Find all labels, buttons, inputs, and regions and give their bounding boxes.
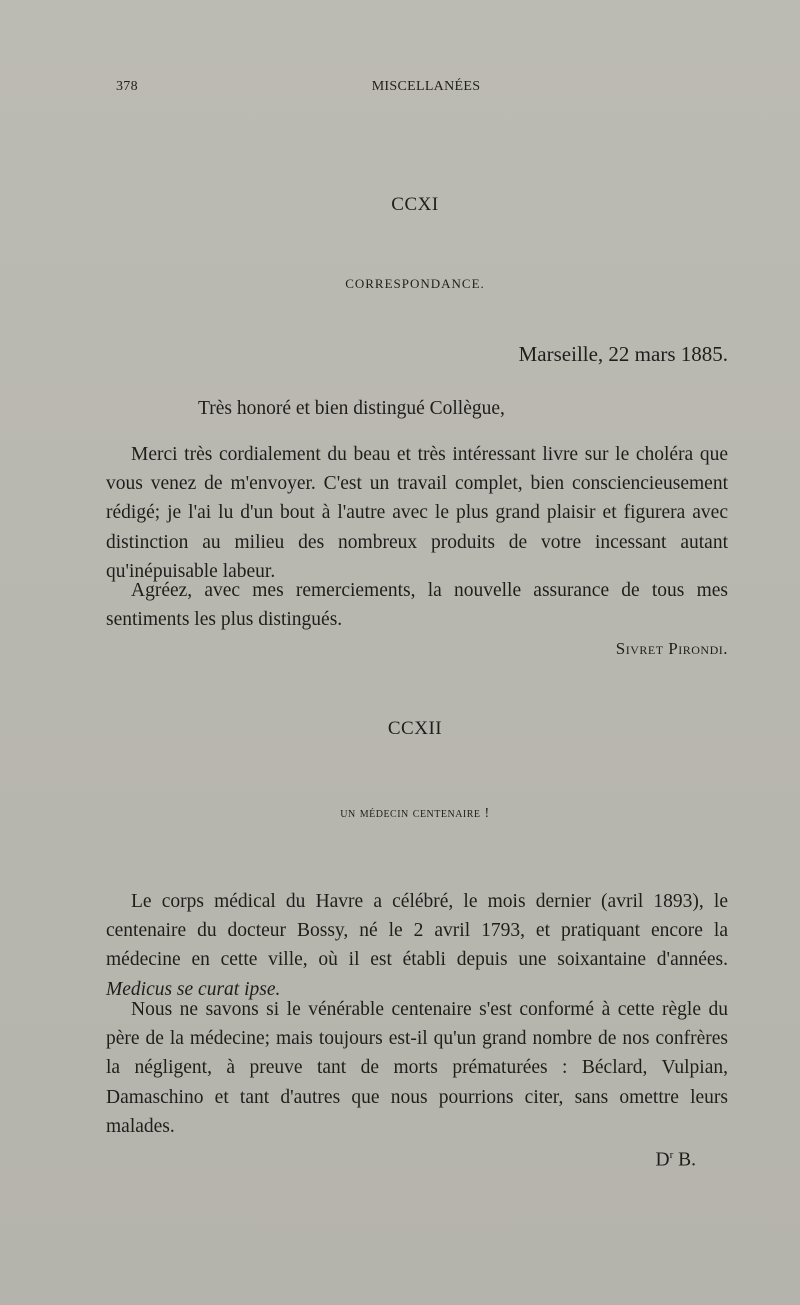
- letter-dateline: Marseille, 22 mars 1885.: [518, 342, 728, 366]
- latin-maxim: Medicus se curat ipse.: [106, 978, 281, 1000]
- signature-name: B.: [678, 1149, 696, 1171]
- section-number: CCXI: [391, 194, 439, 215]
- page-number: 378: [116, 79, 138, 94]
- section-title: un médecin centenaire !: [340, 806, 490, 821]
- article-paragraph: Nous ne savons si le vénérable centenaire s'est conformé à cette règle du père de la médecine; mais toujours est-il qu'un grand nombre de nos confrères la négligent, à preuve tant de morts prématurées : Béclard, Vulpian, Damaschino et tant d'autres que nous pourrions citer, sans omettre leurs malades.: [106, 999, 728, 1137]
- letter-signature: Sivret Pirondi.: [615, 639, 728, 658]
- letter-salutation: Très honoré et bien distingué Collègue,: [198, 398, 505, 419]
- section-number: CCXII: [387, 718, 443, 739]
- article-paragraph: [106, 887, 728, 1004]
- letter-paragraph: Merci très cordialement du beau et très intéressant livre sur le choléra que vous venez de m'envoyer. C'est un travail complet, bien consciencieusement rédigé; je l'ai lu d'un bout à l'autre avec le plus grand plaisir et figurera avec distinction au milieu des nombreux produits de votre incessant autant qu'inépuisable labeur.: [106, 444, 728, 582]
- letter-paragraph: Agréez, avec mes remerciements, la nouvelle assurance de tous mes sentiments les plus distingués.: [106, 580, 728, 631]
- article-signature: [655, 1141, 696, 1175]
- article-paragraph-text: Le corps médical du Havre a célébré, le mois dernier (avril 1893), le centenaire du docteur Bossy, né le 2 avril 1793, et pratiquant encore la médecine en cette ville, où il est établi depuis une soixantaine d'années.: [106, 891, 728, 971]
- signature-prefix: D: [655, 1149, 670, 1171]
- running-head: MISCELLANÉES: [371, 79, 481, 94]
- signature-superscript: r: [669, 1149, 674, 1161]
- section-title: CORRESPONDANCE.: [345, 276, 485, 291]
